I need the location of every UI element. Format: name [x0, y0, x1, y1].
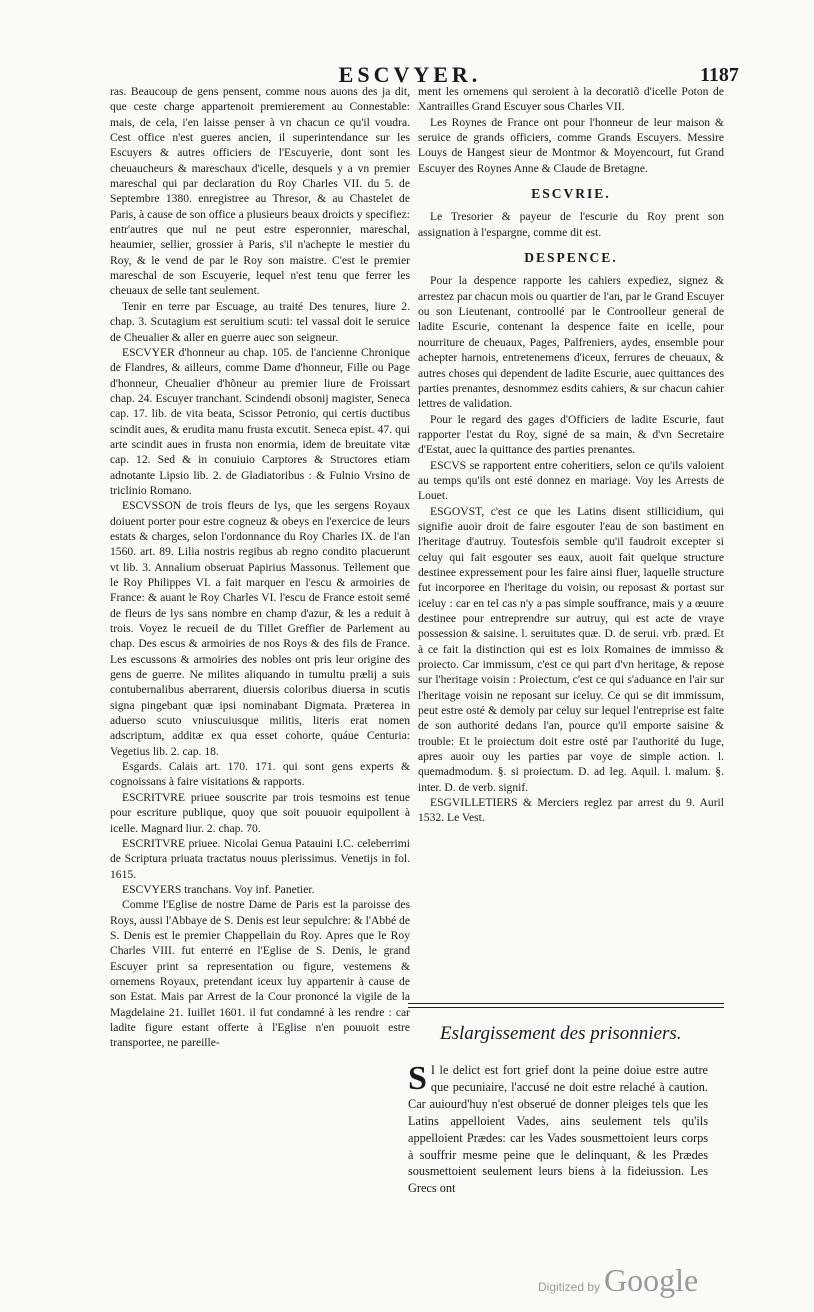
- paragraph: ESCVYERS tranchans. Voy inf. Panetier.: [122, 882, 315, 896]
- bottom-paragraph: [408, 1062, 708, 1197]
- paragraph: Les Roynes de France ont pour l'honneur de leur maison & seruice de grands officiers, comme Grands Escuyers. Messire Louys de Hangest sieur de Montmor & Moyencourt, fut Grand Escuyer des Roynes Anne & Claude de Bretagne.: [418, 115, 724, 175]
- left-column: [110, 84, 410, 1051]
- bottom-paragraph-text: I le delict est fort grief dont la peine doiue estre autre que pecuniaire, l'accusé ne doit estre relaché à caution. Car auiourd'huy n'est obserué de donner pleiges tels que les Latins appelloient Vades, ains seulement tels qu'ils appelloient Prædes: car les Vades sousmettoient leurs corps à souffrir mesme peine que le delinquant, & les Prædes sousmettoient seulement leurs biens à la fideiussion. Les Grecs ont: [408, 1063, 708, 1196]
- running-header-title: ESCVYER.: [338, 62, 482, 87]
- section-heading-escurie: ESCVRIE.: [531, 186, 611, 202]
- paragraph: Le Tresorier & payeur de l'escurie du Roy prent son assignation à l'espargne, comme dit est.: [418, 210, 724, 239]
- section-divider-rule-thin: [408, 1007, 724, 1008]
- section-heading-despence: DESPENCE.: [524, 250, 618, 266]
- paragraph: ESGOVST, c'est ce que les Latins disent stillicidium, qui signifie auoir droit de faire esgouter l'eau de son bastiment en l'heritage d'autruy. Toutesfois semble qu'il faudroit excepter si celuy qui fait esgouter ses eaux, auoit fait quelque structure destinee expressement pour les faire ainsi fluer, laquelle structure fut incorporee en l'heritage du voisin, ou reposast & portast sur iceluy : car en tel cas n'y a pas simple souffrance, mais y a œuure destinee pour entreprendre sur autruy, qui est acte de vraye possession & saisine. l. seruitutes quæ. D. de serui. vrb. præd. Et à ce fait la distinction qui est es loix Romaines de immisso & proiecto. Car immissum, c'est ce qui part d'vn heritage, & repose sur l'heritage voisin : Proiectum, c'est ce qui s'aduance en l'air sur l'heritage voisin ne reposant sur iceluy. Ce qui se dit immissum, peut estre osté & demoly par celuy sur lequel l'entreprise est faite de son authorité dedans l'an, pource qu'il emporte saisine & trouble: Et le proiectum doit estre osté par l'authorité du Iuge, apres auoir ouy les parties par voye de simple action. l. quemadmodum. §. si proiectum. D. ad leg. Aquil. l. malum. §. inter. D. de verb. signif.: [418, 504, 724, 794]
- paragraph: Comme l'Eglise de nostre Dame de Paris est la paroisse des Roys, aussi l'Abbaye de S. Denis est leur sepulchre: & l'Abbé de S. Denis est le premier Chappellain du Roy. Apres que le Roy Charles VIII. fut enterré en l'Eglise de S. Denis, le grand Escuyer print sa representation ou figure, vestemens & ornemens Royaux, pretendant iceux luy appartenir à cause de son Estat. Mais par Arrest de la Cour prononcé la vigile de la Magdelaine 21. Iuillet 1601. il fut condamné à les rendre : car ladite figure estant offerte à l'Eglise n'en pouuoit estre transportee, ne pareille-: [110, 898, 410, 1050]
- drop-cap: S: [408, 1060, 427, 1097]
- page-number: 1187: [700, 64, 739, 86]
- paragraph: ESGVILLETIERS & Merciers reglez par arrest du 9. Auril 1532. Le Vest.: [418, 796, 724, 825]
- paragraph: Pour la despence rapporte les cahiers expediez, signez & arrestez par chacun mois ou quartier de l'an, par le Grand Escuyer ou son Lieutenant, controollé par le Controolleur general de ladite Escurie, contenant la despence faite en icelle, pour nourriture de cheuaux, Pages, Palfreniers, aydes, ensemble pour achepter harnois, entretenemens d'iceux, ferrures de cheuaux, & autres choses qui dependent de ladite Escurie, auec quittances des parties prenantes, desnommez esdits cahiers, & sur chacun cahier lettres de validation.: [418, 274, 724, 411]
- paragraph: ment les ornemens qui seroient à la decoratiõ d'icelle Poton de Xantrailles Grand Escuyer sous Charles VII.: [418, 85, 724, 114]
- paragraph: ESCRITVRE priuee souscrite par trois tesmoins est tenue pour escriture publique, quoy que soit pouuoir equipollent à icelle. Magnard liur. 2. chap. 70.: [110, 790, 410, 835]
- paragraph: ESCVS se rapportent entre coheritiers, selon ce qu'ils valoient au temps qu'ils ont esté donnez en mariage. Voy les Arrests de Louet.: [418, 458, 724, 503]
- section-divider-rule: [408, 1003, 724, 1004]
- paragraph: ESCRITVRE priuee. Nicolai Genua Patauini I.C. celeberrimi de Scriptura priuata tractatus nouus plerissimus. Venetijs in fol. 1615.: [110, 836, 410, 881]
- digitized-by-google-watermark: [538, 1262, 698, 1299]
- watermark-prefix: Digitized by: [538, 1280, 601, 1294]
- paragraph: Pour le regard des gages d'Officiers de ladite Escurie, faut rapporter l'estat du Roy, signé de sa main, & d'vn Secretaire d'Estat, auec la quittance des parties prenantes.: [418, 412, 724, 457]
- google-logo: Google: [604, 1262, 699, 1298]
- right-column: [418, 84, 724, 826]
- paragraph: ESCVSSON de trois fleurs de lys, que les sergens Royaux doiuent porter pour estre cogneuz & obeys en l'exercice de leurs estats & charges, selon l'ordonnance du Roy Charles IX. de l'an 1560. art. 89. Lilia nostris regibus ab regno condito placuerunt vt lib. 3. Annalium obseruat Papirius Massonus. Tellement que le Roy Philippes VI. a fait marquer en l'escu & armoiries de France: & auant le Roy Charles VI. l'escu de France estoit semé de fleurs de lys sans nombre en champ d'azur, & les a reduit à trois. Voyez le recueil de du Tillet Greffier de Parlement au chap. Des escus & armoiries de nos Roys & des fils de France. Les escussons & armoiries des nobles ont pris leur origine des gens de guerre. Ne milites aliquando in tumultu prælij a suis contubernalibus aberrarent, diuersis coloribus diuersa in scutis signa pingebant quæ ipsi nominabant Digmata. Præterea in aduerso scuto vniuscuiusque militis, literis erat nomen adscriptum, additæ ex qua esset cohorte, quáue Centuria: Vegetius lib. 2. cap. 18.: [110, 499, 410, 758]
- paragraph: ESCVYER d'honneur au chap. 105. de l'ancienne Chronique de Flandres, & ailleurs, comme Dame d'honneur, Fille ou Page d'honneur, Cheualier d'hõneur au premier liure de Froissart chap. 24. Escuyer tranchant. Scindendi obsonij magister, Seneca cap. 17. lib. de vita beata, Scissor Petronio, qui certis ductibus scindit aues, & erudita manu frusta excutit. Seneca epist. 47. qui arte scindit aues in frusta non enormia, idem de breuitate vitæ cap. 12. Sed & in conuiuio Carptores & Structores etiam adnotante Lipsio lib. 2. de Gladiatoribus : & Fulnio Vrsino de triclinio Romano.: [110, 345, 410, 497]
- paragraph: Tenir en terre par Escuage, au traité Des tenures, liure 2. chap. 3. Scutagium est seruitium scuti: tel vassal doit le seruice de Cheualier & aller en guerre auec son seigneur.: [110, 299, 410, 344]
- paragraph: ras. Beaucoup de gens pensent, comme nous auons des ja dit, que ceste charge appartenoit premierement au Connestable: mais, de cela, i'en laisse penser à vn chacun ce qu'il voudra. Cest office n'est gueres ancien, il superintendance sur les Escuyers & autres officiers de l'Escuyerie, dont sont les cheuaucheurs & mareschaux d'icelle, desquels y a vn premier mareschal qui par declaration du Roy Charles VII. du 5. de Septembre 1380. enregistree au Thresor, & au Chastelet de Paris, à cause de son office a plusieurs beaux droicts y specifiez: entr'autres que nul ne peut estre esperonnier, mareschal, heaumier, sellier, grossier à Paris, s'il n'achepte le mestier du Roy, & le vend de par le Roy son maistre. C'est le premier mareschal de son Escuyerie, lequel n'est tenu que ferrer les cheuaux de selle tant seulement.: [110, 85, 410, 298]
- section-title-eslargissement: Eslargissement des prisonniers.: [440, 1023, 682, 1044]
- paragraph: Esgards. Calais art. 170. 171. qui sont gens experts & cognoissans à faire visitations & rapports.: [110, 760, 410, 789]
